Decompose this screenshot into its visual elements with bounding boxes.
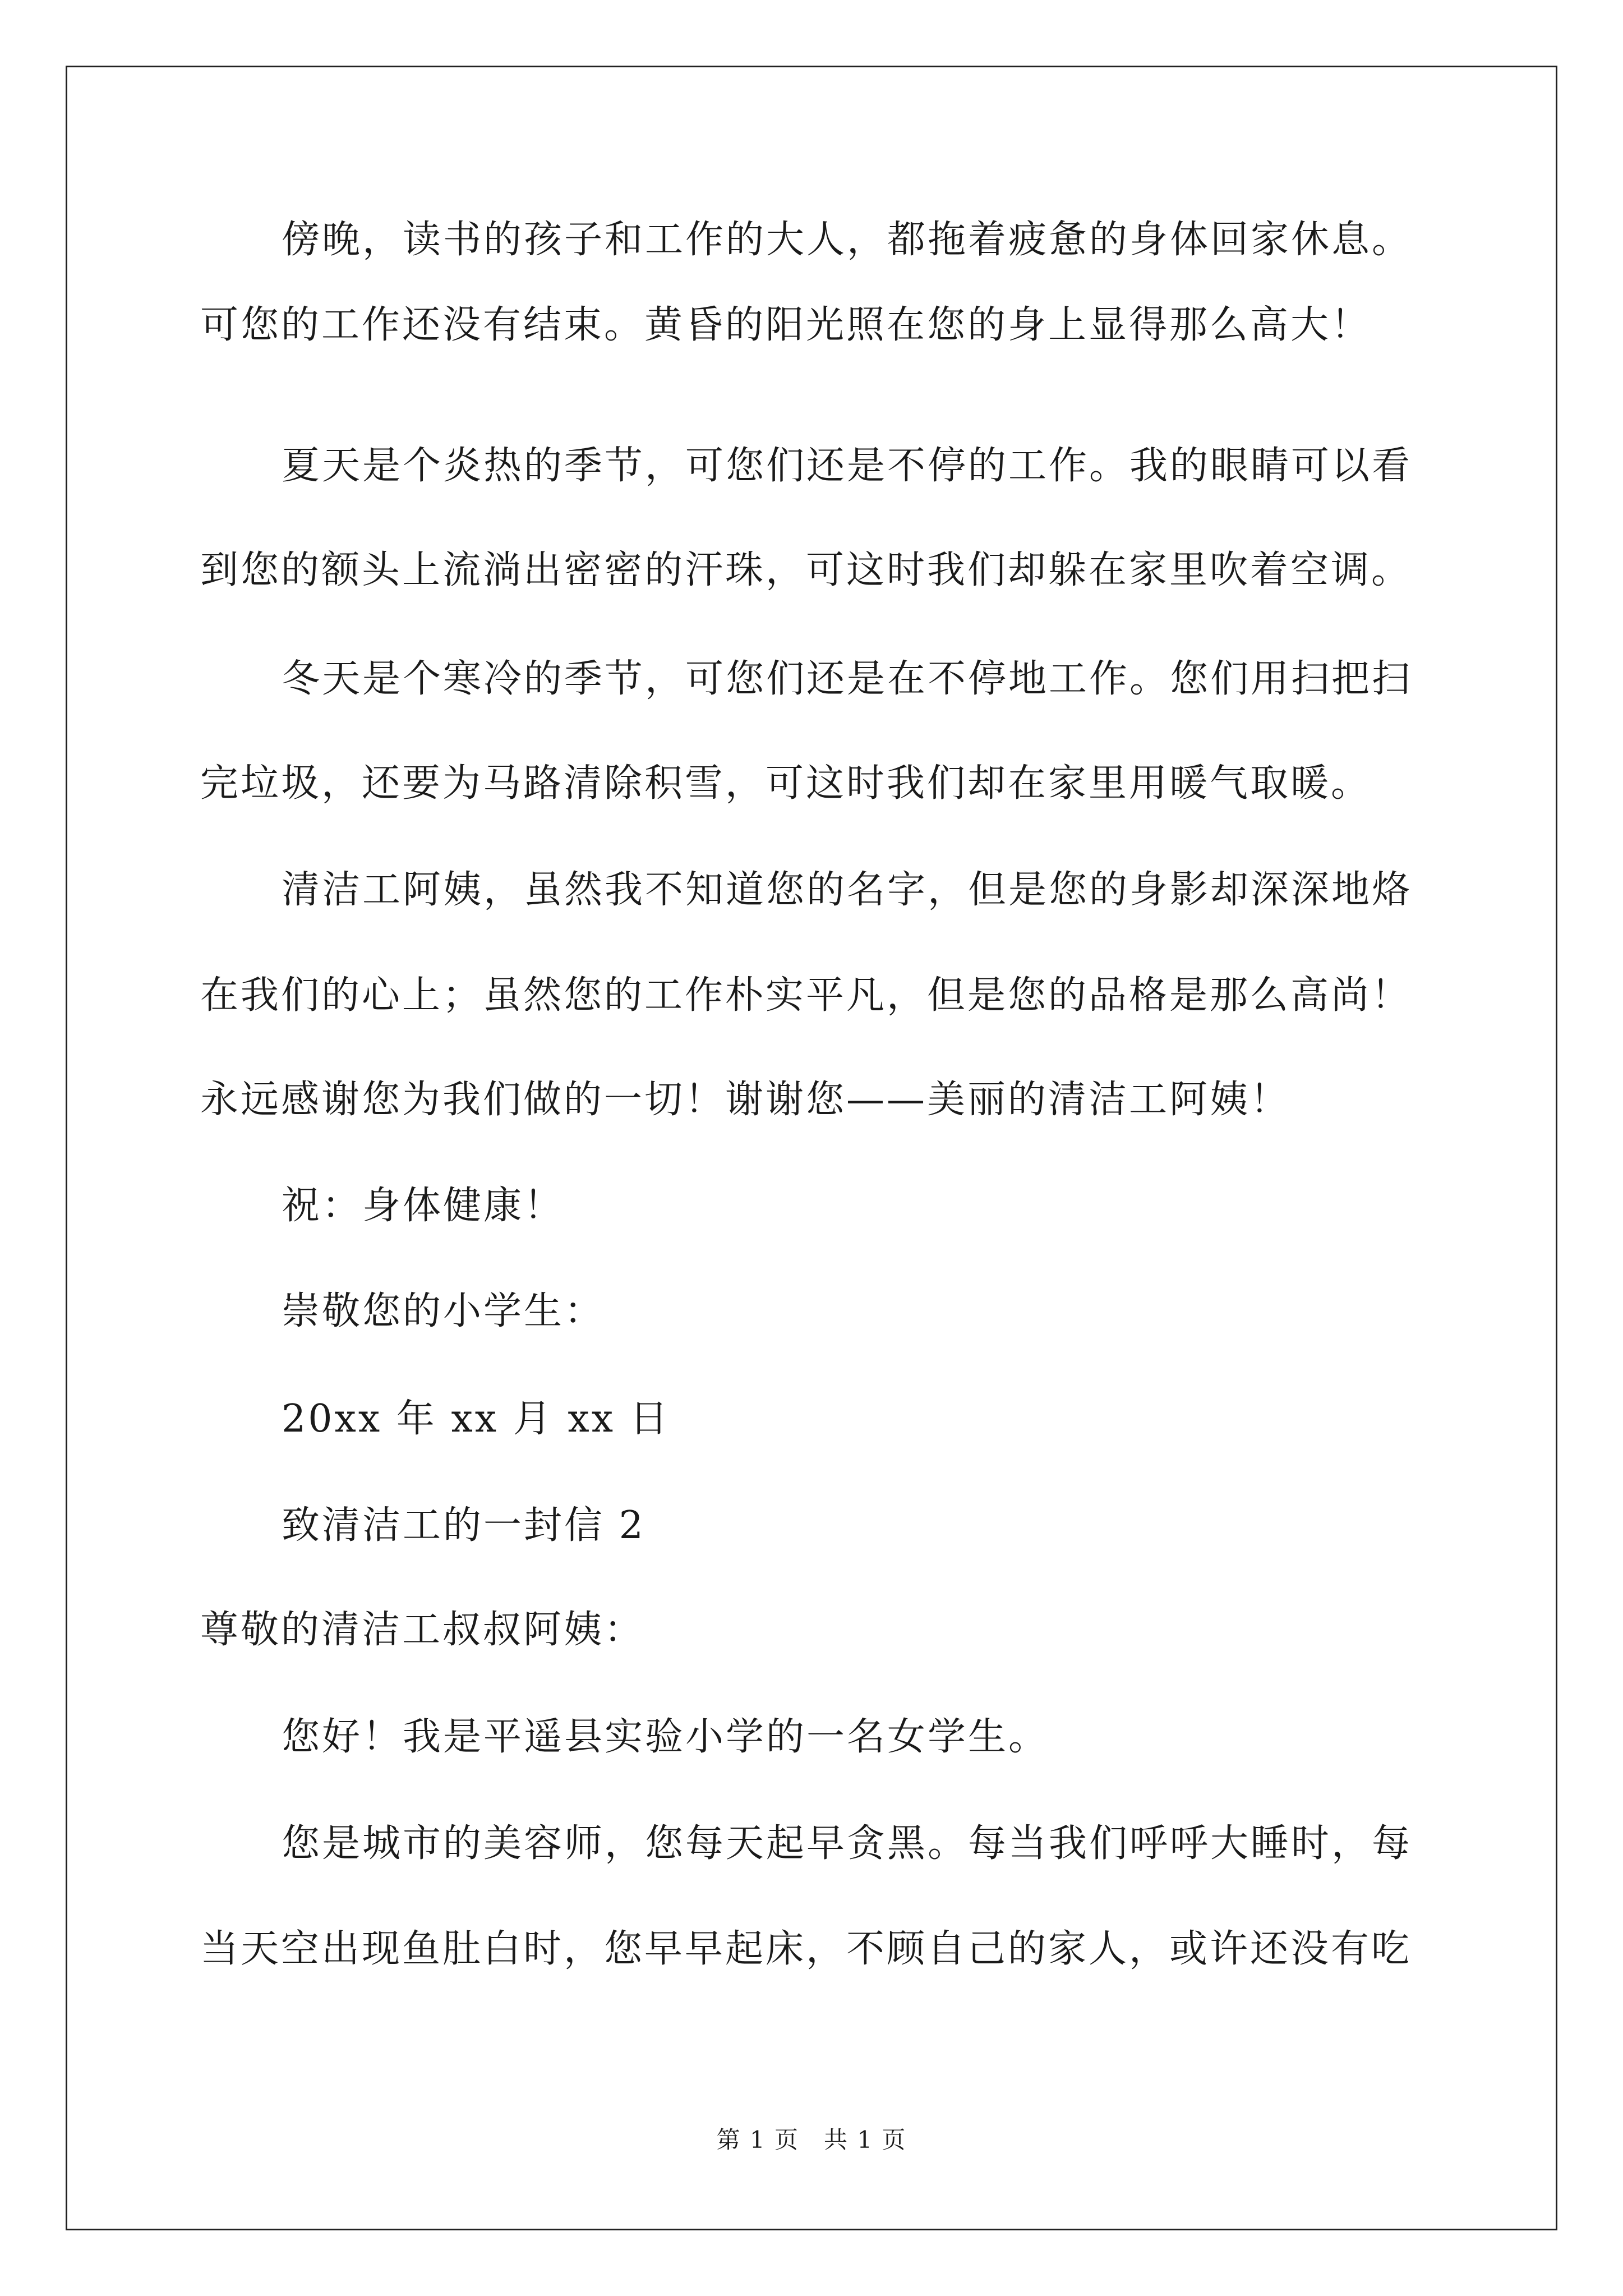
paragraph-line: 清洁工阿姨，虽然我不知道您的名字，但是您的身影却深深地烙 bbox=[282, 868, 1413, 912]
paragraph-line: 您好！我是平遥县实验小学的一名女学生。 bbox=[282, 1715, 1049, 1759]
paragraph-line: 夏天是个炎热的季节，可您们还是不停的工作。我的眼睛可以看 bbox=[282, 444, 1413, 488]
date-line: 20xx 年 xx 月 xx 日 bbox=[282, 1397, 670, 1441]
letter-heading: 致清洁工的一封信 2 bbox=[282, 1503, 645, 1548]
paragraph-line: 在我们的心上；虽然您的工作朴实平凡，但是您的品格是那么高尚！ bbox=[200, 973, 1412, 1018]
paragraph-line: 到您的额头上流淌出密密的汗珠，可这时我们却躲在家里吹着空调。 bbox=[200, 548, 1412, 592]
paragraph-line: 冬天是个寒冷的季节，可您们还是在不停地工作。您们用扫把扫 bbox=[282, 657, 1413, 701]
page-border bbox=[66, 66, 1557, 2230]
page-number: 第 1 页 共 1 页 bbox=[716, 2126, 907, 2154]
paragraph-line: 当天空出现鱼肚白时，您早早起床，不顾自己的家人，或许还没有吃 bbox=[200, 1927, 1412, 1971]
signature-line: 崇敬您的小学生： bbox=[282, 1289, 605, 1333]
paragraph-line: 可您的工作还没有结束。黄昏的阳光照在您的身上显得那么高大！ bbox=[200, 303, 1372, 347]
salutation: 尊敬的清洁工叔叔阿姨： bbox=[200, 1608, 645, 1652]
paragraph-line: 永远感谢您为我们做的一切！谢谢您——美丽的清洁工阿姨！ bbox=[200, 1078, 1291, 1122]
paragraph-line: 完垃圾，还要为马路清除积雪，可这时我们却在家里用暖气取暖。 bbox=[200, 761, 1372, 806]
paragraph-line: 您是城市的美容师，您每天起早贪黑。每当我们呼呼大睡时，每 bbox=[282, 1821, 1413, 1866]
closing-wish: 祝：身体健康！ bbox=[282, 1184, 565, 1228]
paragraph-line: 傍晚，读书的孩子和工作的大人，都拖着疲惫的身体回家休息。 bbox=[282, 218, 1413, 262]
